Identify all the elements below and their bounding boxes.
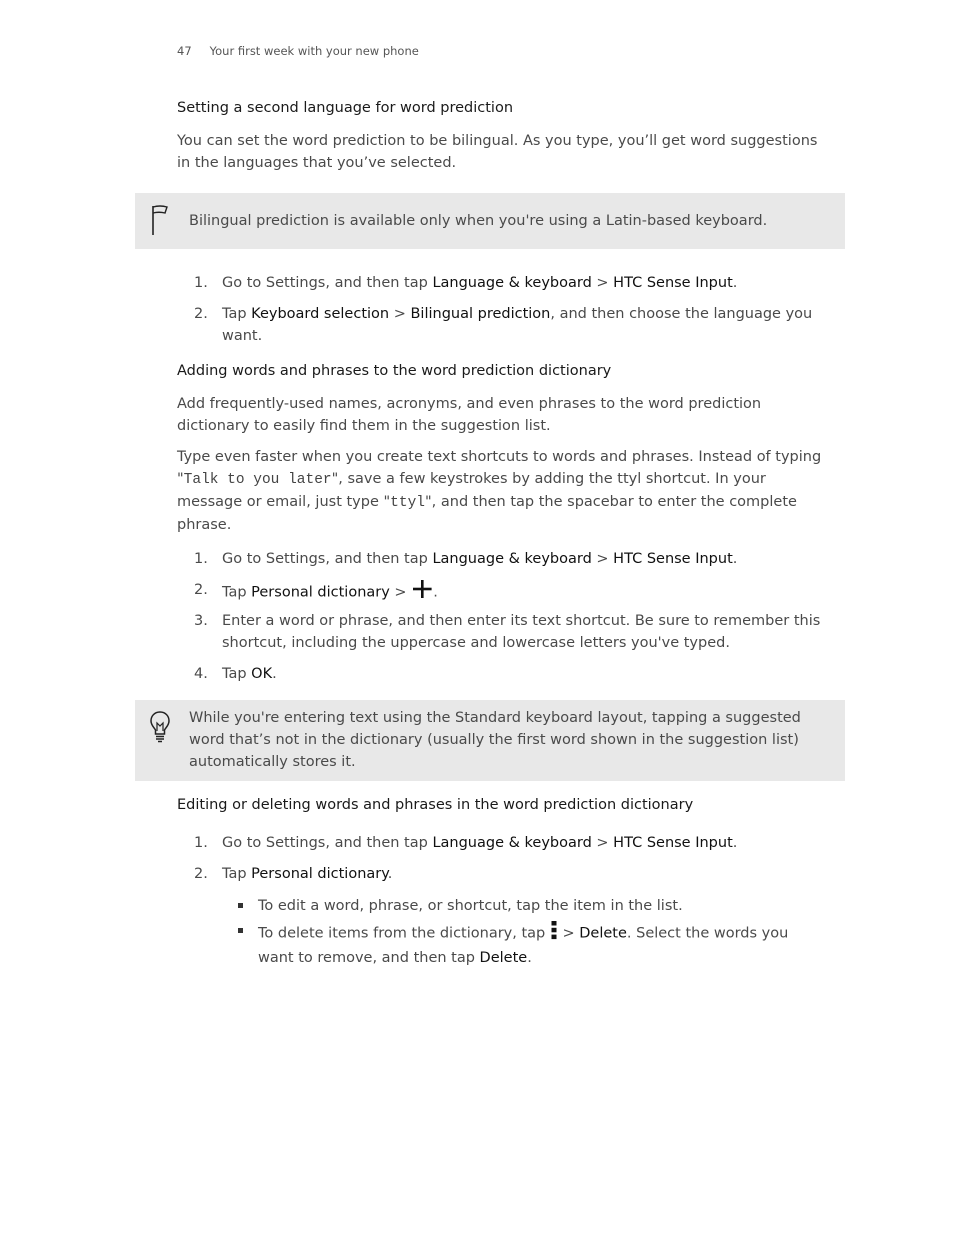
- ui-term: HTC Sense Input: [613, 835, 733, 851]
- menu-dots-icon: [550, 920, 558, 947]
- bullet-item: To delete items from the dictionary, tap > Delete. Select the words you want to remove, and then tap Delete.: [236, 920, 826, 969]
- ui-term: Delete: [479, 950, 528, 966]
- list-item: 1. Go to Settings, and then tap Language & keyboard > HTC Sense Input.: [194, 275, 738, 291]
- tip-box: [135, 700, 845, 781]
- ui-term: Language & keyboard: [432, 835, 592, 851]
- lightbulb-icon: [149, 710, 171, 748]
- chapter-title: Your first week with your new phone: [209, 44, 419, 58]
- ui-term: HTC Sense Input: [613, 551, 733, 567]
- ui-term: Personal dictionary: [251, 584, 390, 601]
- ui-term: Keyboard selection: [251, 306, 390, 322]
- section2-para1: Add frequently-used names, acronyms, and even phrases to the word prediction dictionary to easily find them in the suggestion list.: [177, 396, 762, 434]
- list-item: 1. Go to Settings, and then tap Language & keyboard > HTC Sense Input.: [194, 835, 738, 851]
- section-heading-editing-words: Editing or deleting words and phrases in the word prediction dictionary: [177, 797, 694, 813]
- ui-term: Delete: [579, 925, 627, 942]
- bullet-marker: [238, 928, 243, 933]
- tip-text: While you're entering text using the Standard keyboard layout, tapping a suggested word that’s not in the dictionary (usually the first word shown in the suggestion list) automatically stores it.: [189, 710, 801, 770]
- page-header: [177, 44, 419, 58]
- ui-term: Personal dictionary: [251, 866, 388, 882]
- code-text: Talk to you later: [183, 472, 332, 488]
- code-text: ttyl: [390, 495, 425, 511]
- page-number: 47: [177, 44, 192, 58]
- list-item: 4. Tap OK.: [194, 666, 277, 682]
- list-item: 1. Go to Settings, and then tap Language & keyboard > HTC Sense Input.: [194, 551, 738, 567]
- list-item: 3. Enter a word or phrase, and then enter its text shortcut. Be sure to remember this shortcut, including the uppercase and lowercase letters you've typed.: [194, 613, 821, 651]
- plus-icon: [411, 579, 433, 606]
- ui-term: Language & keyboard: [432, 275, 592, 291]
- list-item: 2. Tap Personal dictionary > .: [177, 579, 827, 606]
- flag-icon: [149, 204, 171, 240]
- bullet-marker: [238, 903, 243, 908]
- ui-term: HTC Sense Input: [613, 275, 733, 291]
- note-text: Bilingual prediction is available only when you're using a Latin-based keyboard.: [189, 213, 768, 229]
- list-item: 2. Tap Personal dictionary.: [194, 866, 393, 882]
- ui-term: OK: [251, 666, 273, 682]
- ui-term: Bilingual prediction: [410, 306, 551, 322]
- list-item: 2. Tap Keyboard selection > Bilingual prediction, and then choose the language you want.: [194, 306, 813, 344]
- section-heading-adding-words: Adding words and phrases to the word prediction dictionary: [177, 363, 612, 379]
- ui-term: Language & keyboard: [432, 551, 592, 567]
- note-box: [135, 193, 845, 249]
- section2-para2: Type even faster when you create text shortcuts to words and phrases. Instead of typing "Talk to you later", save a few keystrokes by adding the ttyl shortcut. In your message or email, just type "ttyl", and then tap the spacebar to enter the complete phrase.: [177, 449, 822, 533]
- section1-intro: You can set the word prediction to be bilingual. As you type, you’ll get word suggestions in the languages that you’ve selected.: [177, 133, 818, 171]
- section-heading-second-language: Setting a second language for word prediction: [177, 100, 514, 116]
- bullet-item: To edit a word, phrase, or shortcut, tap the item in the list.: [236, 895, 826, 917]
